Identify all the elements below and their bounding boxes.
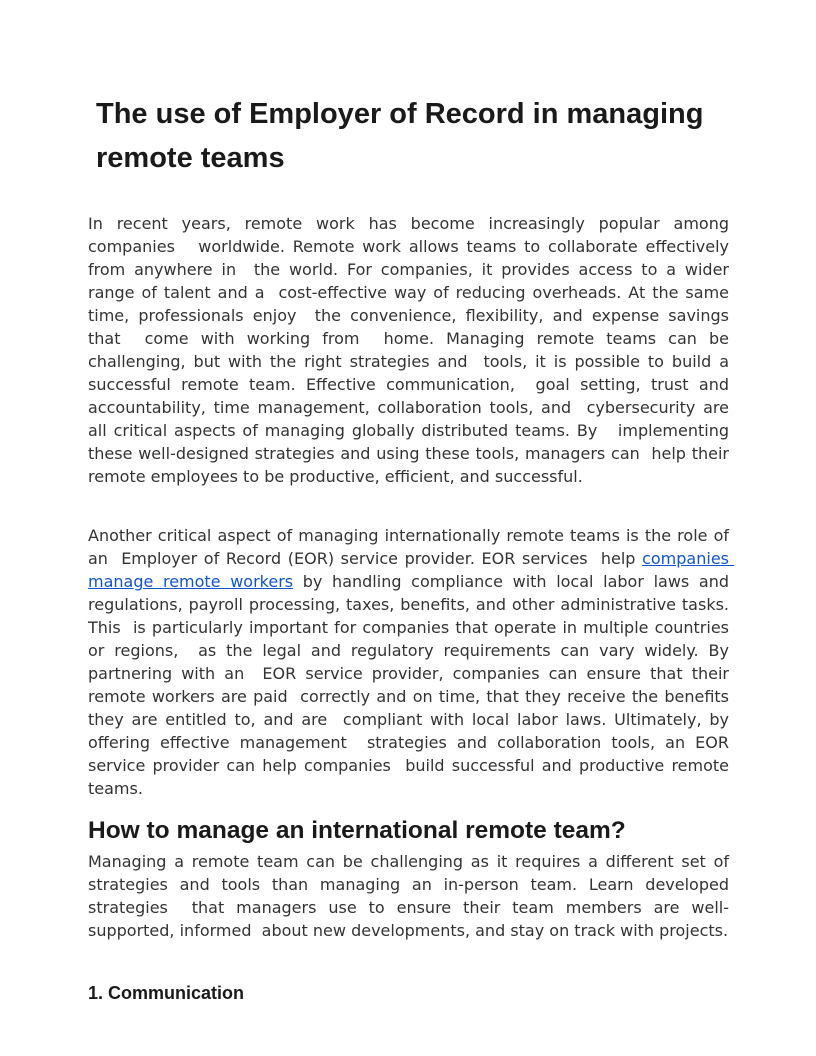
eor-paragraph-link-gap <box>734 549 739 568</box>
eor-paragraph-text-end: by handling compliance with local labor laws and regulations, payroll processing, taxes, benefits, and other administrative tasks. This is particularly important for companies that operate in multiple countries or regions, as the legal and regulatory requirements can vary widely. By partnering with an EOR service provider, companies can ensure that their remote workers are paid correctly and on time, that they receive the benefits they are entitled to, and are compliant with local labor laws. Ultimately, by offering effective management strategies and collaboration tools, an EOR service provider can help companies build successful and productive remote teams. <box>88 572 740 798</box>
manage-remote-workers-link[interactable]: manage remote workers <box>88 572 294 591</box>
section-paragraph: Managing a remote team can be challenging as it requires a different set of strategies and tools than managing an in-person team. Learn developed strategies that managers use to ensure their team members are well-supported, informed about new developments, and stay on track with projects. <box>88 852 740 940</box>
subsection-heading: 1. Communication <box>88 983 245 1003</box>
page-title: The use of Employer of Record in managing remote teams <box>96 98 704 174</box>
eor-paragraph <box>88 524 740 800</box>
section-heading: How to manage an international remote team? <box>88 817 626 844</box>
intro-paragraph: In recent years, remote work has become increasingly popular among companies worldwide. Remote work allows teams to collaborate effectively from anywhere in the world. For companies, it provides access to a wider range of talent and a cost-effective way of reducing overheads. At the same time, professionals enjoy the convenience, flexibility, and expense savings that come with working from home. Managing remote teams can be challenging, but with the right strategies and tools, it is possible to build a successful remote team. Effective communication, goal setting, trust and accountability, time management, collaboration tools, and cybersecurity are all critical aspects of managing globally distributed teams. By implementing these well-designed strategies and using these tools, managers can help their remote employees to be productive, efficient, and successful. <box>88 214 735 486</box>
eor-paragraph-text-start: Another critical aspect of managing internationally remote teams is the role of an Employer of Record (EOR) service provider. EOR services help <box>88 526 735 568</box>
companies-link[interactable]: companies <box>642 549 735 568</box>
